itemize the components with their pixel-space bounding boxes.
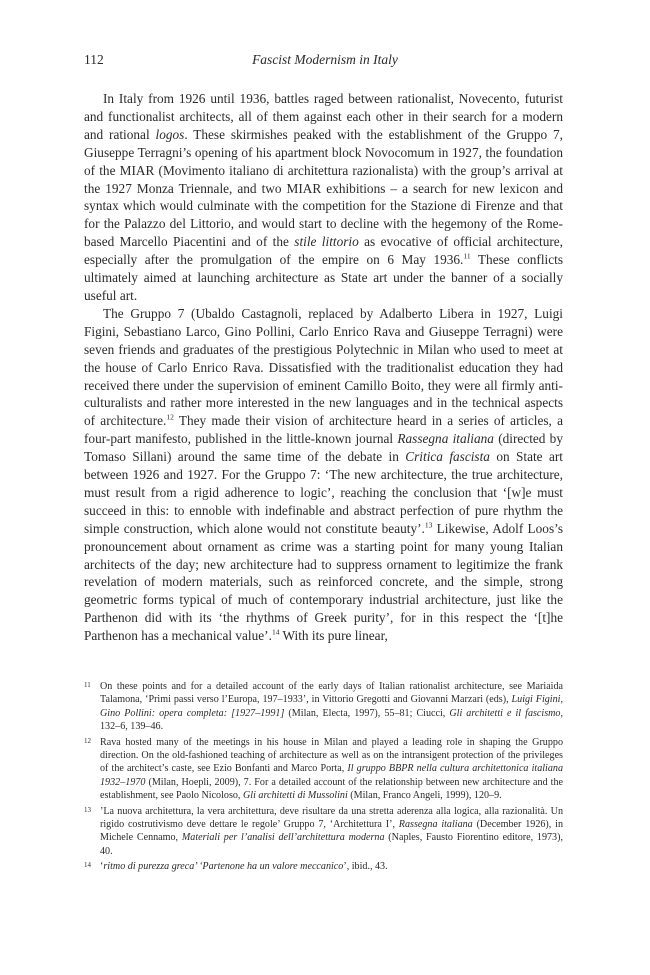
paragraph-1 [84, 90, 563, 305]
page-header [84, 52, 566, 72]
italic-title: Il gruppo BBPR nella cultura architettonica italiana 1932–1970 [100, 763, 563, 788]
text-run: ’, ibid., 43. [343, 861, 388, 873]
text-run: (Naples, Fausto Fiorentino editore, 1973), 40. [100, 832, 563, 857]
text-run: They made their vision of architecture heard in a series of articles, a four-part manifesto, published in the little-known journal [84, 413, 563, 447]
footnotes [84, 680, 563, 876]
text-run: Likewise, Adolf Loos’s pronouncement about ornament as crime was a starting point for many young Italian architects of the day; new architecture had to suppress ornament to legitimize the frank revelation of modern materials, such as reinforced concrete, and the simple, strong geometric forms typical of much of contemporary industrial architecture, just like the Parthenon did with its ‘the rhythms of Greek purity’, for in this respect the ‘[t]he Parthenon has a mechanical value’. [84, 520, 563, 644]
italic-title: Gli architetti di Mussolini [242, 790, 348, 802]
footnote-mark: 13 [84, 805, 91, 814]
text-run: ‘ [100, 861, 104, 873]
text-run: These conflicts ultimately aimed at launching architecture as State art under the banner of a socially useful art. [84, 252, 564, 303]
italic-title: Critica fascista [405, 449, 490, 465]
text-run: (directed by Tomaso Sillani) around the same time of the debate in [84, 431, 563, 465]
text-run: ’La nuova architettura, la vera architettura, deve risultare da una stretta aderenza alla logica, alla razionalità. Un rigido costrutivismo deve dettare le regole’ Gruppo 7, ‘Architettura I’, [100, 805, 563, 831]
footnote-ref[interactable]: 12 [166, 412, 174, 422]
text-run: (Milan, Electa, 1997), 55–81; Ciucci, [284, 707, 450, 719]
footnote-mark: 14 [84, 861, 91, 870]
italic-title: Gli architetti e il fascismo [449, 707, 561, 719]
text-run: (December 1926), in Michele Cennamo, [100, 819, 563, 844]
footnote-13 [84, 805, 563, 859]
paragraph-2 [84, 305, 563, 645]
text-run: On these points and for a detailed account of the early days of Italian rationalist architecture, see Mariaida Talamona, ‘Primi passi verso l’Europa, 197–1933’, in Vittorio Gregotti and Giovanni Marzari (eds), [100, 681, 563, 706]
footnote-11 [84, 680, 563, 734]
text-run: In Italy from 1926 until 1936, battles raged between rationalist, Novecento, futurist and functionalist architects, all of them against each other in their search for a modern and rational [84, 91, 563, 142]
text-run: as evocative of official architecture, especially after the promulgation of the empire on 6 May 1936. [84, 234, 563, 268]
text-run: (Milan, Hoepli, 2009), 7. For a detailed account of the relationship between new architecture and the establishment, see Paolo Nicoloso, [100, 776, 563, 802]
footnote-mark: 12 [84, 736, 91, 745]
footnote-14 [84, 860, 563, 873]
italic-title: Luigi Figini, Gino Pollini: opera completa: [1927–1991] [100, 694, 563, 719]
italic-title: Rassegna italiana [397, 431, 494, 447]
page-number: 112 [84, 52, 104, 67]
italic-title: ritmo di purezza greca’ ‘Partenone ha un valore meccanico [103, 861, 344, 873]
text-run: With its pure linear, [279, 628, 388, 644]
text-run: on State art between 1926 and 1927. For the Gruppo 7: ‘The new architecture, the true architecture, must result from a rigid adherence to logic’, reaching the conclusion that ‘[w]e must succeed in this: to ennoble with indefinable and abstract perfection of pure rhythm the simple construction, which alone would not constitute beauty’. [84, 449, 563, 536]
italic-term: logos [155, 126, 185, 142]
italic-title: Rassegna italiana [398, 819, 473, 831]
italic-term: stile littorio [294, 234, 359, 250]
footnote-ref[interactable]: 14 [271, 627, 280, 637]
italic-title: Materiali per l’analisi dell’architettura moderna [181, 832, 385, 844]
footnote-mark: 11 [84, 681, 91, 689]
running-title: Fascist Modernism in Italy [252, 52, 398, 67]
footnote-ref[interactable]: 11 [463, 251, 471, 261]
text-run: , 132–6, 139–46. [100, 707, 563, 733]
text-run: Rava hosted many of the meetings in his house in Milan and played a leading role in shaping the Gruppo direction. On the old-fashioned teaching of architecture as well as on the intransigent protection of the privileges of the architect’s caste, see Ezio Bonfanti and Marco Porta, [100, 736, 563, 775]
main-text [84, 90, 563, 645]
footnote-12 [84, 736, 563, 803]
text-run: The Gruppo 7 (Ubaldo Castagnoli, replaced by Adalberto Libera in 1927, Luigi Figini, Sebastiano Larco, Gino Pollini, Carlo Enrico Rava and Giuseppe Terragni) were seven friends and graduates of the prestigious Polytechnic in Milan who used to meet at the house of Carlo Enrico Rava. Dissatisfied with the traditionalist education they had received there under the supervision of eminent Camillo Boito, they were all firmly anti-culturalists and rather more interested in the new languages and in the technical aspects of architecture. [84, 305, 563, 429]
footnote-ref[interactable]: 13 [424, 520, 433, 530]
text-run: . These skirmishes peaked with the establishment of the Gruppo 7, Giuseppe Terragni’s opening of his apartment block Novocomum in 1927, the foundation of the MIAR (Movimento italiano di architettura razionalista) with the group’s arrival at the 1927 Monza Triennale, and two MIAR exhibitions – a search for new lexicon and syntax which would culminate with the competition for the Stazione di Firenze and that for the Palazzo del Littorio, and would start to decline with the hegemony of the Rome-based Marcello Piacentini and of the [84, 126, 564, 250]
text-run: (Milan, Franco Angeli, 1999), 120–9. [347, 790, 502, 802]
